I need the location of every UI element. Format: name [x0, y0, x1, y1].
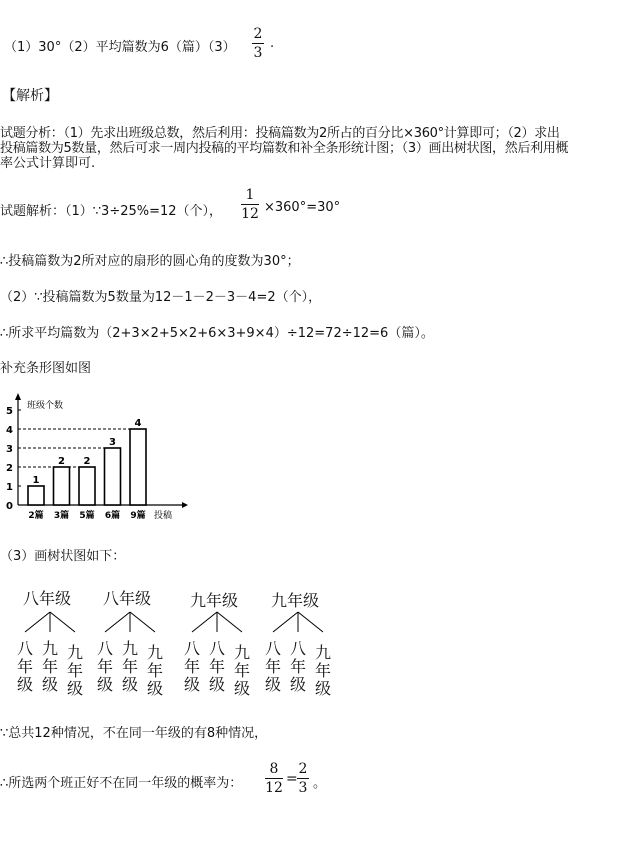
tree-leaf-node: 九 年 级: [41, 639, 58, 694]
tree-leaf-node: 八 年 级: [289, 639, 306, 694]
tree-branch: [25, 612, 50, 632]
tree-root-node: 八年级: [103, 589, 152, 608]
tree-intro: （3）画树状图如下：: [0, 549, 126, 564]
solution-line-5: 补充条形图如图: [0, 361, 92, 376]
x-tick-label: 5篇: [79, 511, 95, 521]
y-tick-label: 1: [6, 482, 13, 493]
conclusion-line-1: ∵总共12种情况，不在同一年级的有8种情况，: [0, 726, 268, 741]
conclusion-end: 。: [313, 776, 327, 791]
conclusion-fraction-1-numerator: 8: [269, 761, 279, 777]
solution-line-1-suffix: ×360°=30°: [264, 200, 341, 215]
section-header: 【解析】: [2, 88, 58, 104]
tree-leaf-node: 八 年 级: [208, 639, 225, 694]
bar-value-label: 1: [32, 475, 40, 486]
tree-root-node: 九年级: [190, 591, 239, 610]
bar-chart: [0, 390, 200, 525]
conclusion-fraction-1-denominator: 12: [265, 780, 283, 796]
tree-diagram: [0, 580, 630, 700]
answer-fraction-denominator: 3: [253, 45, 263, 61]
bar: [54, 467, 70, 505]
tree-leaf-node: 九 年 级: [314, 643, 331, 698]
analysis-line-3: 率公式计算即可.: [0, 156, 96, 171]
tree-leaf-node: 九 年 级: [233, 643, 250, 698]
bar: [28, 486, 44, 505]
bar-value-label: 2: [58, 456, 65, 467]
y-tick-label: 5: [6, 406, 13, 417]
y-tick-label: 0: [6, 501, 13, 512]
bar-value-label: 2: [83, 456, 91, 467]
x-tick-label: 9篇: [130, 511, 146, 521]
tree-branch: [298, 612, 323, 632]
tree-leaf-node: 八 年 级: [264, 639, 281, 694]
tree-leaf-node: 九 年 级: [66, 643, 83, 698]
bar-value-label: 3: [109, 437, 116, 448]
x-tick-label: 6篇: [104, 511, 121, 521]
bar: [130, 429, 146, 505]
tree-branch: [105, 612, 130, 632]
tree-leaf-node: 八 年 级: [96, 639, 113, 694]
solution-fraction-numerator: 1: [245, 187, 255, 203]
conclusion-fraction-2-denominator: 3: [298, 780, 308, 796]
solution-line-3: （2）∵投稿篇数为5数量为12－1－2－3－4=2（个），: [0, 290, 322, 305]
tree-root-node: 九年级: [271, 591, 320, 610]
y-axis-arrow: [15, 393, 21, 400]
conclusion-fraction-2: [297, 760, 309, 797]
y-tick-label: 4: [6, 425, 13, 436]
y-tick-label: 2: [6, 463, 13, 474]
tree-leaf-node: 九 年 级: [146, 643, 163, 698]
bar-value-label: 4: [134, 418, 142, 429]
conclusion-fraction-2-numerator: 2: [298, 761, 308, 777]
conclusion-line-2: ∴所选两个班正好不在同一年级的概率为：: [0, 776, 243, 791]
answer-fraction: [252, 25, 264, 62]
solution-fraction-denominator: 12: [241, 206, 259, 222]
tree-root-node: 八年级: [23, 589, 72, 608]
conclusion-fraction-1: [265, 760, 283, 797]
tree-branch: [192, 612, 217, 632]
x-tick-label: 3篇: [53, 511, 70, 521]
solution-line-1: 试题解析：（1）∵3÷25%=12（个），: [0, 204, 223, 219]
tree-leaf-node: 八 年 级: [183, 639, 200, 694]
x-tick-label: 2篇: [28, 511, 44, 521]
answer-tail: .: [270, 36, 275, 51]
y-tick-label: 3: [6, 444, 13, 455]
bar: [105, 448, 121, 505]
bar-chart-svg: [0, 390, 200, 525]
analysis-line-1: 试题分析：（1）先求出班级总数，然后利用：投稿篇数为2所占的百分比×360°计算即可；（2）求出: [0, 126, 560, 141]
conclusion-equals: =: [286, 771, 298, 787]
bar: [79, 467, 95, 505]
tree-branch: [50, 612, 75, 632]
tree-leaf-node: 九 年 级: [121, 639, 138, 694]
analysis-line-2: 投稿篇数为5数量，然后可求一周内投稿的平均篇数和补全条形统计图；（3）画出树状图，然后利用概: [0, 141, 569, 156]
solution-line-4: ∴所求平均篇数为（2+3×2+5×2+6×3+9×4）÷12=72÷12=6（篇）。: [0, 326, 434, 341]
y-axis-label: 班级个数: [27, 401, 64, 411]
tree-branch: [217, 612, 242, 632]
x-axis-arrow: [182, 502, 188, 508]
solution-line-2: ∴投稿篇数为2所对应的扇形的圆心角的度数为30°；: [0, 254, 300, 269]
answer-text: （1）30°（2）平均篇数为6（篇）（3）: [4, 40, 236, 55]
answer-fraction-numerator: 2: [253, 26, 263, 42]
tree-leaf-node: 八 年 级: [16, 639, 33, 694]
solution-fraction: [241, 186, 259, 223]
tree-branch: [273, 612, 298, 632]
x-axis-label: 投稿: [154, 511, 173, 521]
tree-branch: [130, 612, 155, 632]
